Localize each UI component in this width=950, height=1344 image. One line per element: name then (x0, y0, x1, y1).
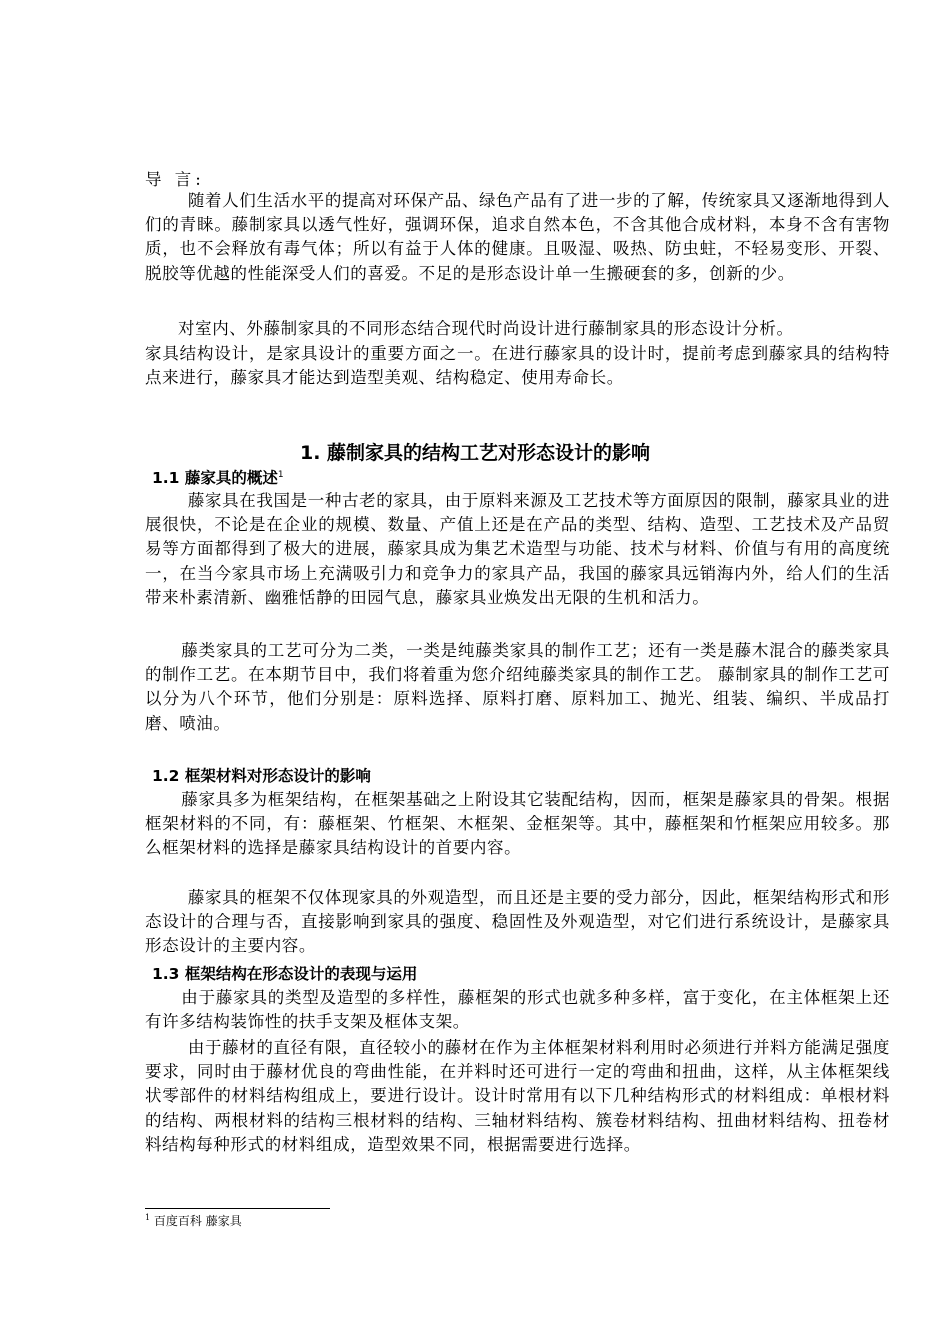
intro-paragraph-2: 对室内、外藤制家具的不同形态结合现代时尚设计进行藤制家具的形态设计分析。 (178, 319, 794, 338)
section-1-3-heading: 1.3 框架结构在形态设计的表现与运用 (152, 965, 418, 983)
section-1-1-paragraph-1: 藤家具在我国是一种古老的家具，由于原料来源及工艺技术等方面原因的限制，藤家具业的进展很快，不论是在企业的规模、数量、产值上还是在产品的类型、结构、造型、工艺技术及产品贸易等方面都得到了极大的进展，藤家具成为集艺术造型与功能、技术与材料、价值与有用的高度统一，在当今家具市场上充满吸引力和竞争力的家具产品，我国的藤家具远销海内外，给人们的生活带来朴素清新、幽雅恬静的田园气息，藤家具业焕发出无限的生机和活力。 (145, 491, 890, 607)
section-1-2-paragraph-1: 藤家具多为框架结构，在框架基础之上附设其它装配结构，因而，框架是藤家具的骨架。根据框架材料的不同，有：藤框架、竹框架、木框架、金框架等。其中，藤框架和竹框架应用较多。那么框架材料的选择是藤家具结构设计的首要内容。 (145, 790, 890, 858)
footnote-reference: 1 (277, 469, 284, 480)
section-1-3-paragraph-2: 由于藤材的直径有限，直径较小的藤材在作为主体框架材料利用时必须进行并料方能满足强度要求，同时由于藤材优良的弯曲性能，在并料时还可进行一定的弯曲和扭曲，这样，从主体框架线状零部件的材料结构组成上，要进行设计。设计时常用有以下几种结构形式的材料组成：单根材料的结构、两根材料的结构三根材料的结构、三轴材料结构、簇卷材料结构、扭曲材料结构、扭卷材料结构每种形式的材料组成，造型效果不同，根据需要进行选择。 (145, 1038, 890, 1154)
section-1-1-paragraph-2: 藤类家具的工艺可分为二类，一类是纯藤类家具的制作工艺；还有一类是藤木混合的藤类家具的制作工艺。在本期节目中，我们将着重为您介绍纯藤类家具的制作工艺。 藤制家具的制作工艺可以分为八个环节，他们分别是：原料选择、原料打磨、原料加工、抛光、组装、编织、半成品打磨、喷油。 (145, 641, 890, 733)
intro-label: 导 言: (145, 170, 205, 189)
chapter-title: 1. 藤制家具的结构工艺对形态设计的影响 (299, 442, 651, 464)
section-1-1-heading-text: 1.1 藤家具的概述 (152, 469, 278, 487)
intro-paragraph-1: 随着人们生活水平的提高对环保产品、绿色产品有了进一步的了解，传统家具又逐渐地得到人们的青睐。藤制家具以透气性好，强调环保，追求自然本色，不含其他合成材料，本身不含有害物质，也不会释放有毒气体；所以有益于人体的健康。且吸湿、吸热、防虫蛀，不轻易变形、开裂、脱胶等优越的性能深受人们的喜爱。不足的是形态设计单一生搬硬套的多，创新的少。 (145, 191, 890, 283)
footnote-text: 百度百科 藤家具 (153, 1214, 242, 1228)
section-1-3-paragraph-1: 由于藤家具的类型及造型的多样性，藤框架的形式也就多种多样，富于变化，在主体框架上还有许多结构装饰性的扶手支架及框体支架。 (145, 988, 890, 1032)
section-1-1-heading (152, 466, 284, 488)
footnote (145, 1212, 242, 1229)
section-1-2-heading: 1.2 框架材料对形态设计的影响 (152, 767, 371, 785)
footnote-divider (145, 1208, 330, 1209)
section-1-2-paragraph-2: 藤家具的框架不仅体现家具的外观造型，而且还是主要的受力部分，因此，框架结构形式和形态设计的合理与否，直接影响到家具的强度、稳固性及外观造型，对它们进行系统设计，是藤家具形态设计的主要内容。 (145, 888, 890, 956)
footnote-mark: 1 (145, 1213, 151, 1222)
intro-paragraph-3: 家具结构设计，是家具设计的重要方面之一。在进行藤家具的设计时，提前考虑到藤家具的结构特点来进行，藤家具才能达到造型美观、结构稳定、使用寿命长。 (145, 344, 890, 388)
